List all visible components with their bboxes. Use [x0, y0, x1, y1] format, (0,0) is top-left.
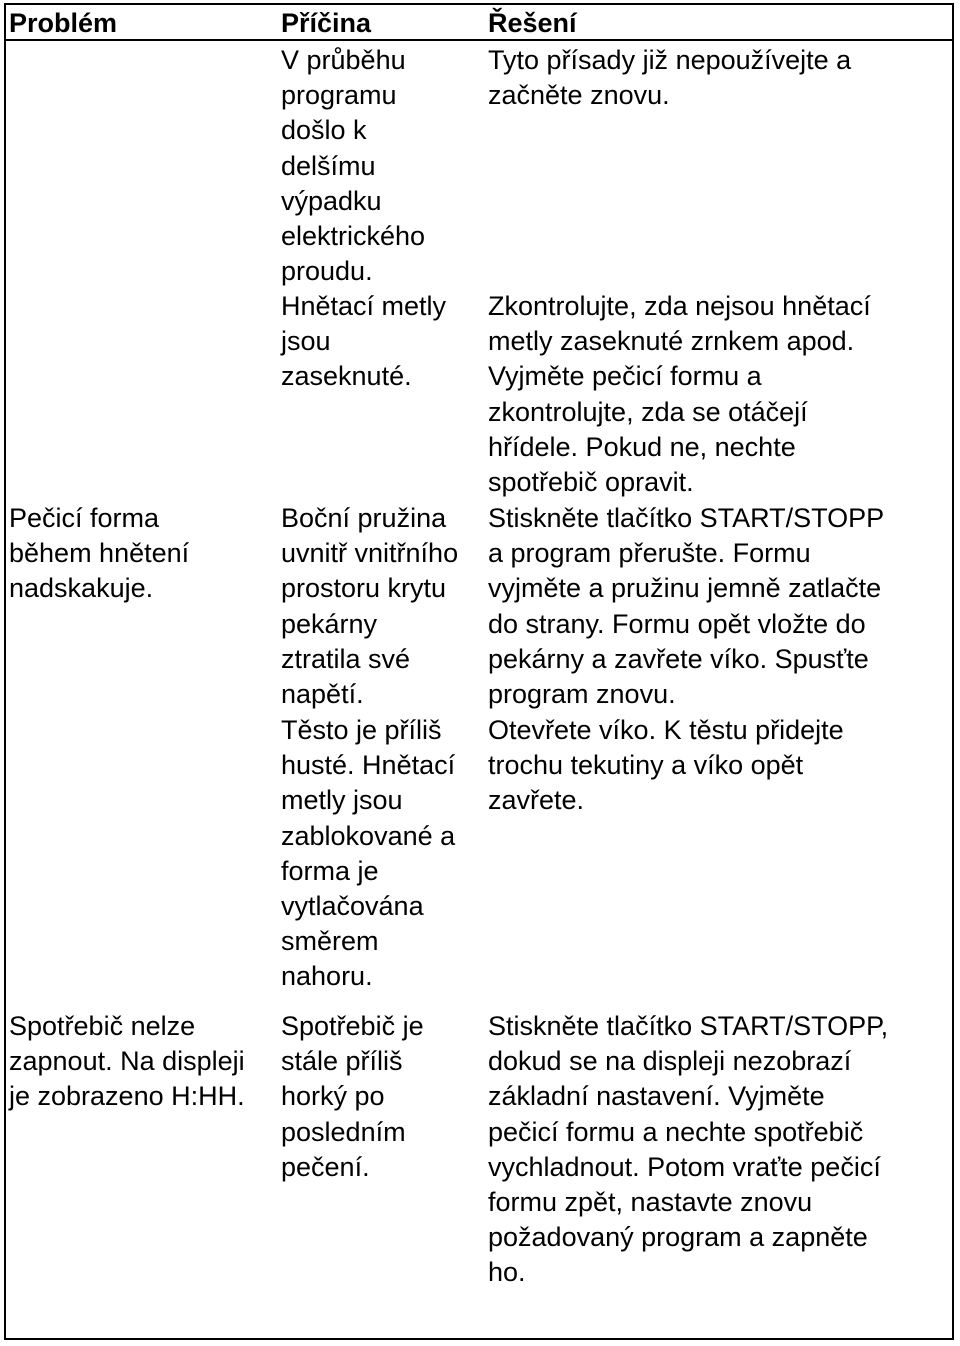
solution-dough-thick: Otevřete víko. K těstu přidejte trochu tekutiny a víko opět zavřete. — [488, 715, 844, 816]
solution-power-outage: Tyto přísady již nepoužívejte a začněte znovu. — [488, 45, 852, 111]
header-problem: Problém — [9, 8, 118, 38]
header-divider — [6, 39, 952, 41]
cause-dough-thick: Těsto je příliš husté. Hnětací metly jsou zablokované a forma je vytlačována směrem nahoru. — [281, 715, 456, 992]
solution-too-hot: Stiskněte tlačítko START/STOPP, dokud se na displeji nezobrazí základní nastavení. Vyjměte pečicí formu a nechte spotřebič vychladnout. Potom vraťte pečicí formu zpět, nastavte znovu požadovaný program a zapněte ho. — [488, 1011, 889, 1288]
cause-too-hot: Spotřebič je stále příliš horký po posledním pečení. — [281, 1011, 424, 1182]
solution-spring-tension: Stiskněte tlačítko START/STOPP a program přerušte. Formu vyjměte a pružinu jemně zatlačte do strany. Formu opět vložte do pekárny a zavřete víko. Spusťte program znovu. — [488, 503, 885, 710]
header-solution: Řešení — [488, 8, 577, 38]
cause-power-outage: V průběhu programu došlo k delšímu výpadku elektrického proudu. — [281, 45, 426, 287]
troubleshooting-table — [4, 3, 954, 1340]
solution-hooks-stuck: Zkontrolujte, zda nejsou hnětací metly zaseknuté zrnkem apod. Vyjměte pečicí formu a zkontrolujte, zda se otáčejí hřídele. Pokud ne, nechte spotřebič opravit. — [488, 291, 871, 498]
cause-spring-tension: Boční pružina uvnitř vnitřního prostoru krytu pekárny ztratila své napětí. — [281, 503, 459, 710]
problem-pan-jumps: Pečicí forma během hnětení nadskakuje. — [9, 503, 190, 604]
problem-wont-start: Spotřebič nelze zapnout. Na displeji je zobrazeno H:HH. — [9, 1011, 245, 1112]
header-cause: Příčina — [281, 8, 372, 38]
cause-hooks-stuck: Hnětací metly jsou zaseknuté. — [281, 291, 447, 392]
